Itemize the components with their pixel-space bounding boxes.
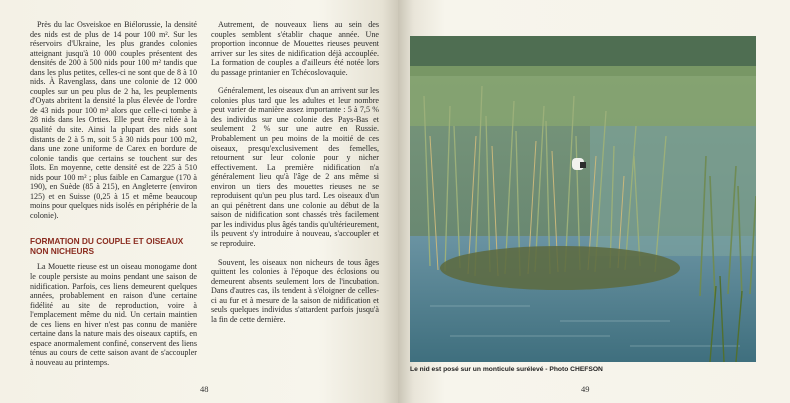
paragraph: La Mouette rieuse est un oiseau monogame dont le couple persiste au moins pendant une saison de nidification. Parfois, ces liens demeurent quelques années, probablement en raison d'une certaine fidélité au site de reproduction, voire à l'emplacement même du nid. Un certain maintien de ces liens en hiver n'est pas connu de manière certaine dans la nature mais des oiseaux captifs, en espace anormalement confiné, conservent des liens ténus au cours de cette saison avant de s'accoupler à nouveau au printemps. xyxy=(30,262,197,367)
left-column xyxy=(30,20,197,368)
marsh-nest-photo xyxy=(410,36,756,362)
paragraph: Souvent, les oiseaux non nicheurs de tous âges quittent les colonies à l'époque des éclosions ou demeurent absents seulement lors de l'incubation. Dans d'autres cas, ils tendent à s'éloigner de celles-ci au fur et à mesure de la saison de nidification et seuls quelques individus s'attardent parfois jusqu'à la fin de cette dernière. xyxy=(211,257,379,324)
paragraph: Autrement, de nouveaux liens au sein des couples semblent s'établir chaque année. Une proportion inconnue de Mouettes rieuses peuvent arriver sur les sites de nidification déjà accouplée. La formation de couples a d'ailleurs été notée lors du passage printanier en Tchécoslovaquie. xyxy=(211,20,379,77)
page-number: 48 xyxy=(200,384,209,394)
page-number: 49 xyxy=(581,384,590,394)
paragraph: Près du lac Osveiskoe en Biélorussie, la densité des nids est de plus de 14 pour 100 m². Sur les réservoirs d'Ukraine, les plus grandes colonies atteignant jusqu'à 10 000 couples présentent des densités de 200 à 500 nids pour 100 m² tandis que dans les plus petites, celles-ci ne sont que de 8 à 10 nids. À Ravenglass, dans une colonie de 12 000 couples sur un peu plus de 2 ha, les peuplements d'Oyats abritent la densité la plus élevée de l'ordre de 43 nids pour 100 m² alors que celle-ci tombe à 28 nids dans les Orties. Elle peut être reliée à la qualité du site. Ainsi la plupart des nids sont distants de 2 à 5 m, soit 5 à 30 nids pour 100 m2, dans une zone uniforme de Carex en bordure de colonie tandis que certains se touchent sur des îlots. En moyenne, cette densité est de 225 à 510 nids pour 100 m² ; plus faible en Camargue (170 à 190), en Suède (85 à 215), en Angleterre (environ 125) et en Suisse (0,25 à 15 et même beaucoup moins pour quelques nids isolés en périphérie de la colonie). xyxy=(30,20,197,220)
right-column xyxy=(211,20,379,324)
paragraph: Généralement, les oiseaux d'un an arrivent sur les colonies plus tard que les adultes et leur nombre peut varier de manière assez importante : 5 à 7,5 % des individus sur une colonie des Pays-Bas et seulement 2 % sur une autre en Russie. Probablement un peu moins de la moitié de ces oiseaux, presqu'exclusivement des femelles, retournent sur leur colonie pour y nicher effectivement. La première nidification n'a généralement lieu qu'à l'âge de 2 ans même si environ un tiers des mouettes rieuses ne se reproduisent qu'un peu plus tard. Les oiseaux d'un an qui pénètrent dans une colonie au début de la saison de nidification sont chassés très facilement par les individus plus âgés tandis qu'ultérieurement, ils peuvent s'y introduire à nouveau, s'accoupler et se reproduire. xyxy=(211,86,379,249)
photo-caption: Le nid est posé sur un monticule surélevé - Photo CHEFSON xyxy=(410,366,603,373)
section-heading: FORMATION DU COUPLE ET OISEAUX NON NICHEURS xyxy=(30,236,184,257)
